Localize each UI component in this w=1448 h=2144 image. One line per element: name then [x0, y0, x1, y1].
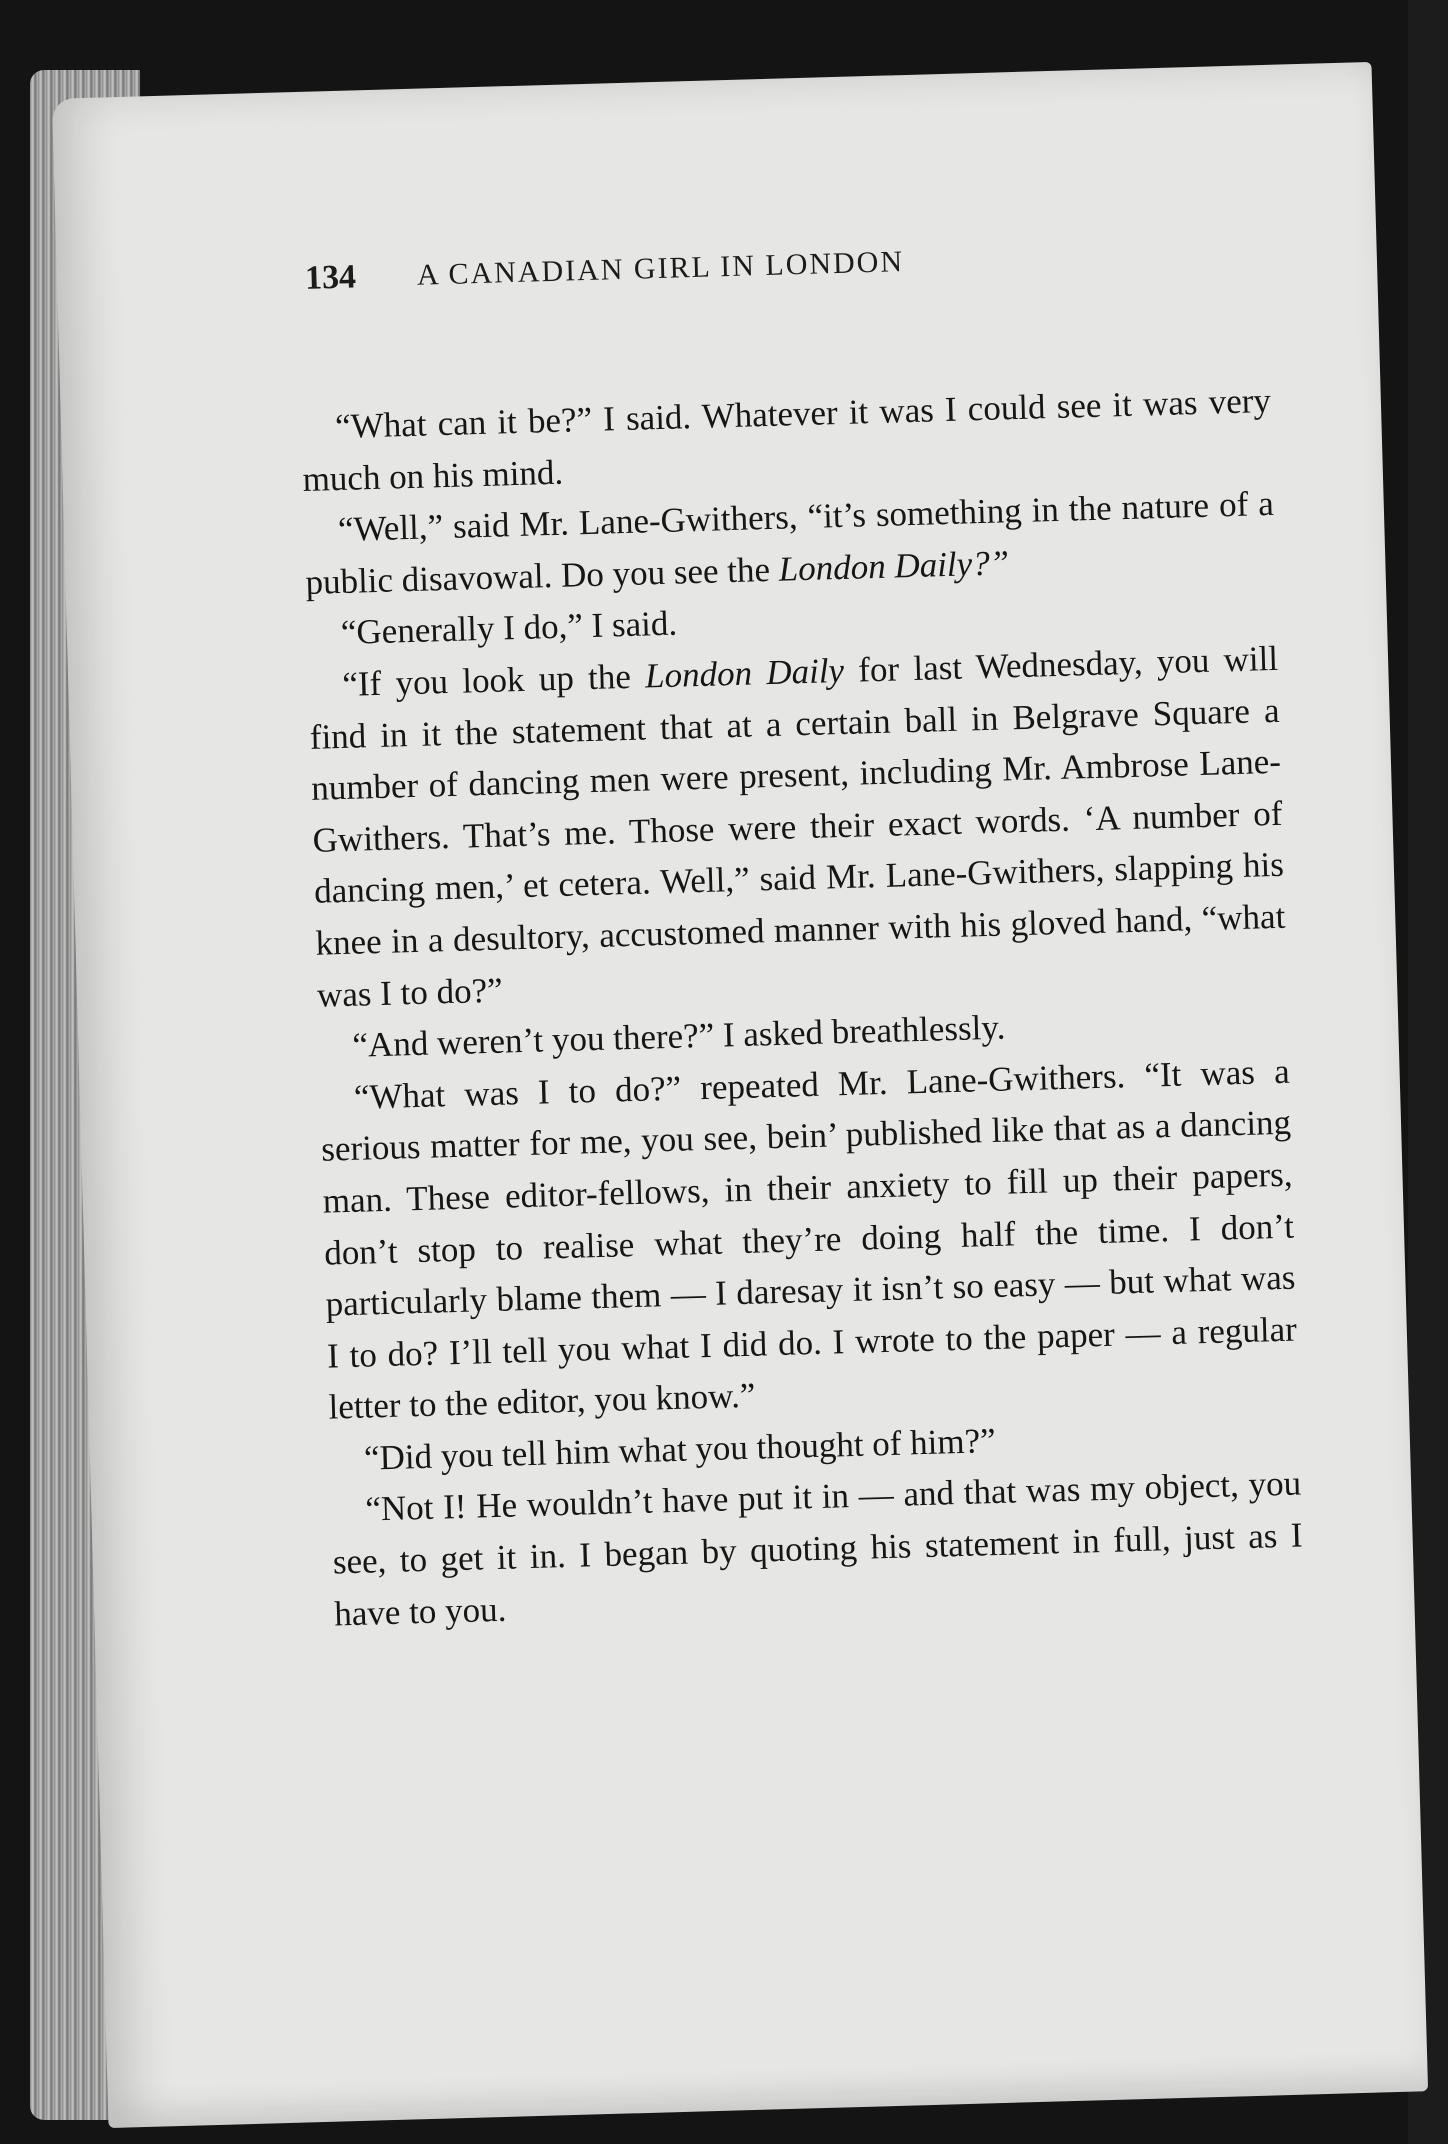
paragraph: “Well,” said Mr. Lane-Gwithers, “it’s something in the nature of a public disavowal. Do you see the London Daily?” [304, 484, 1275, 602]
running-head: A CANADIAN GIRL IN LONDON [416, 245, 905, 292]
paragraph: “Did you tell him what you thought of him?” [363, 1420, 997, 1478]
paragraph: “Generally I do,” I said. [340, 603, 678, 653]
body-text [300, 375, 1304, 1640]
page-number: 134 [304, 258, 357, 297]
paragraph: “What can it be?” I said. Whatever it was I could see it was very much on his mind. [302, 380, 1272, 499]
page-header [305, 232, 1306, 320]
book-page [52, 62, 1428, 2128]
paragraph: “And weren’t you there?” I asked breathlessly. [351, 1007, 1006, 1065]
paragraph: “If you look up the London Daily for last Wednesday, you will find in it the statement that at a certain ball in Belgrave Square a number of dancing men were present, including Mr. Ambrose Lane-Gwithers. That’s me. Those were their exact words. ‘A number of dancing men,’ et cetera. Well,” said Mr. Lane-Gwithers, slapping his knee in a desultory, accustomed manner with his gloved hand, “what was I to do?” [309, 638, 1286, 1015]
paragraph: “What was I to do?” repeated Mr. Lane-Gwithers. “It was a serious matter for me, you see, bein’ published like that as a dancing man. These editor-fellows, in their anxiety to fill up their papers, don’t stop to realise what they’re doing half the time. I don’t particularly blame them — I daresay it isn’t so easy — but what was I to do? I’ll tell you what I did do. I wrote to the paper — a regular letter to the editor, you know.” [320, 1051, 1298, 1427]
paragraph: “Not I! He wouldn’t have put it in — and that was my object, you see, to get it in. I began by quoting his statement in full, just as I have to you. [332, 1463, 1304, 1634]
